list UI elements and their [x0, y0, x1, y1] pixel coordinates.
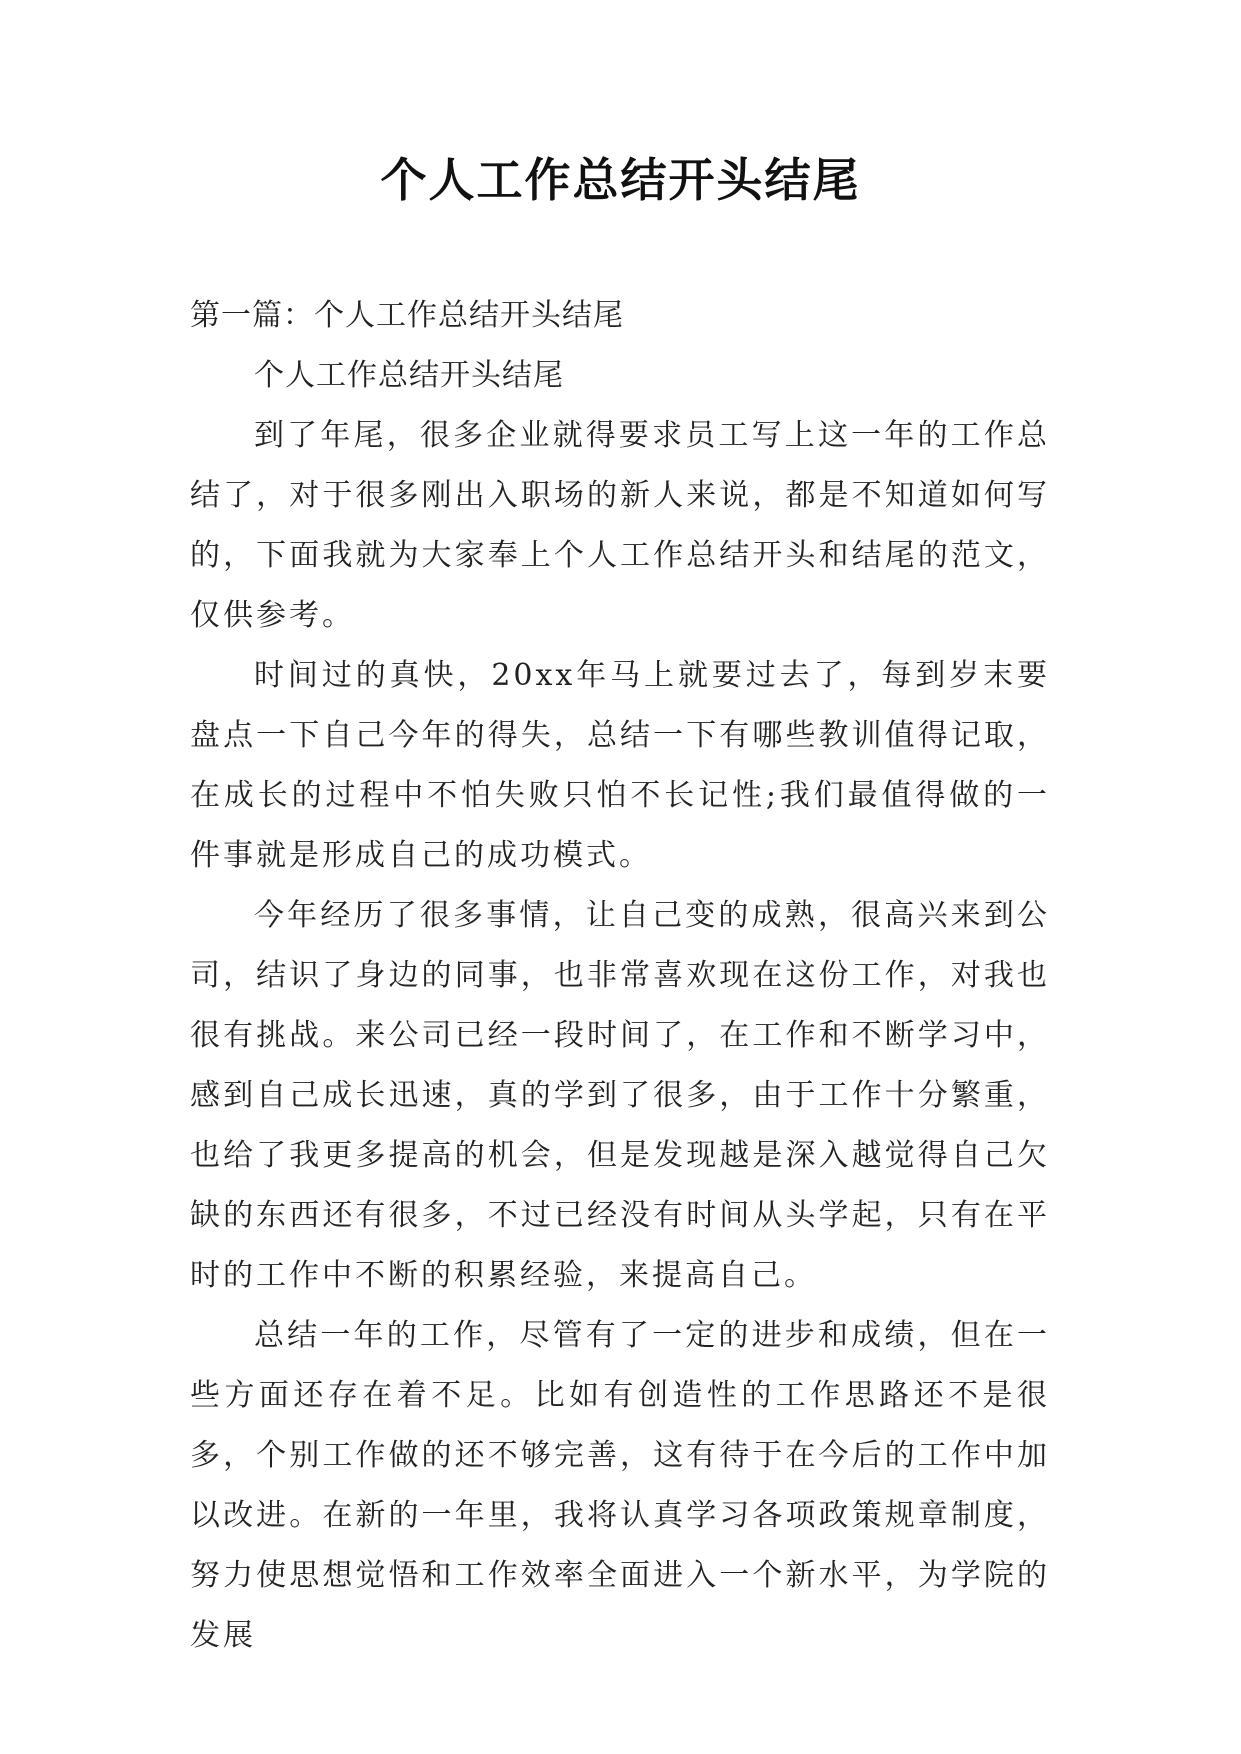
document-title: 个人工作总结开头结尾: [380, 153, 861, 207]
paragraph-1: 到了年尾，很多企业就得要求员工写上这一年的工作总结了，对于很多刚出入职场的新人来说，都是不知道如何写的，下面我就为大家奉上个人工作总结开头和结尾的范文，仅供参考。: [190, 418, 1050, 633]
section-heading: 第一篇：个人工作总结开头结尾: [190, 298, 624, 333]
paragraph-3: 今年经历了很多事情，让自己变的成熟，很高兴来到公司，结识了身边的同事，也非常喜欢现在这份工作，对我也很有挑战。来公司已经一段时间了，在工作和不断学习中，感到自己成长迅速，真的学到了很多，由于工作十分繁重，也给了我更多提高的机会，但是发现越是深入越觉得自己欠缺的东西还有很多，不过已经没有时间从头学起，只有在平时的工作中不断的积累经验，来提高自己。: [190, 898, 1050, 1293]
article-subtitle: 个人工作总结开头结尾: [254, 358, 564, 393]
document-body: [190, 286, 1050, 1666]
paragraph-4: 总结一年的工作，尽管有了一定的进步和成绩，但在一些方面还存在着不足。比如有创造性的工作思路还不是很多，个别工作做的还不够完善，这有待于在今后的工作中加以改进。在新的一年里，我将认真学习各项政策规章制度，努力使思想觉悟和工作效率全面进入一个新水平，为学院的发展: [190, 1318, 1050, 1653]
paragraph-2: 时间过的真快，20xx年马上就要过去了，每到岁末要盘点一下自己今年的得失，总结一下有哪些教训值得记取，在成长的过程中不怕失败只怕不长记性;我们最值得做的一件事就是形成自己的成功模式。: [190, 658, 1050, 873]
